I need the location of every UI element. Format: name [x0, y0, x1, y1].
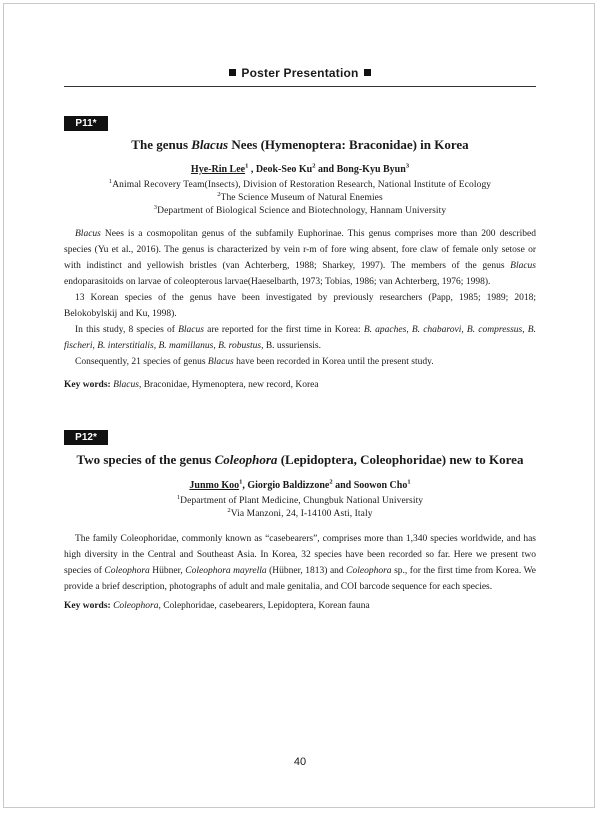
italic-text: Coleophora mayrella [185, 566, 267, 576]
author-separator: , [242, 480, 248, 491]
author-name: Bong-Kyu Byun [336, 164, 406, 175]
abstract-paragraph [64, 354, 536, 370]
abstract [64, 226, 536, 370]
square-bullet-icon [364, 69, 371, 76]
keywords-label: Key words: [64, 380, 111, 390]
italic-text: B. apaches [363, 325, 407, 335]
italic-text: B. fischeri [64, 325, 536, 351]
affiliation-text: Animal Recovery Team(Insects), Division of Restoration Research, National Institute of Ecology [112, 180, 492, 190]
affiliation-line [64, 179, 536, 192]
italic-text: Blacus [178, 325, 204, 335]
affiliation-marker: 2 [217, 190, 221, 198]
keywords [64, 378, 536, 392]
affiliation-line [64, 192, 536, 205]
keywords-text [111, 601, 370, 611]
text-run: , [406, 325, 412, 335]
affiliation-list [64, 495, 536, 521]
text-run: sp., for the first time from Korea. We provide a brief description, photographs of adult and male genitalia, and COI barcode sequence for each species. [64, 566, 536, 592]
keywords-label: Key words: [64, 601, 111, 611]
affiliation-marker: 1 [176, 493, 181, 501]
author-separator: and [332, 480, 354, 491]
text-run: , Colephoridae, casebearers, Lepidoptera, Korean fauna [158, 601, 370, 611]
text-run: (Hübner, 1813) and [266, 566, 347, 576]
affiliation-marker: 1 [407, 478, 411, 486]
italic-text: B. mamillanus [158, 341, 214, 351]
author-separator: , [248, 164, 256, 175]
poster-id-badge: P11* [64, 116, 108, 131]
abstract-paragraph [64, 226, 536, 290]
affiliation-marker: 1 [239, 478, 243, 486]
text-run: endoparasitoids on larvae of coleopterous larvae(Haeselbarth, 1973; Tobias, 1986; van Achterberg, 1976; 1998). [64, 277, 491, 287]
affiliation-marker: 2 [227, 506, 231, 514]
presenting-author: Junmo Koo [189, 480, 240, 491]
abstract-paragraph [64, 322, 536, 354]
italic-text: Blacus [510, 261, 536, 271]
affiliation-text: Via Manzoni, 24, I-14100 Asti, Italy [230, 509, 373, 519]
keywords-text [111, 380, 319, 390]
text-run: Hübner, [149, 566, 186, 576]
page-number: 40 [293, 756, 307, 768]
text-run: , Braconidae, Hymenoptera, new record, Korea [138, 380, 319, 390]
italic-text: B. interstitialis [97, 341, 154, 351]
italic-text: Blacus [75, 229, 101, 239]
affiliation-marker: 1 [245, 162, 249, 170]
italic-text: B. chabarovi [411, 325, 462, 335]
italic-text: Coleophora [113, 601, 159, 611]
affiliation-marker: 2 [329, 478, 333, 486]
italic-text: Blacus [113, 380, 139, 390]
text-run: have been recorded in Korea until the present study. [233, 357, 434, 367]
affiliation-marker: 1 [108, 177, 113, 185]
header-divider [64, 86, 536, 87]
author-name: Giorgio Baldizzone [247, 480, 330, 491]
affiliation-marker: 2 [312, 162, 316, 170]
text-run: , [522, 325, 528, 335]
author-name: Soowon Cho [353, 480, 408, 491]
affiliation-text: The Science Museum of Natural Enemies [220, 193, 383, 203]
poster-id-badge: P12* [64, 430, 108, 445]
italic-text: B. compressus [466, 325, 523, 335]
text-run: Consequently, 21 species of genus [75, 357, 208, 367]
square-bullet-icon [229, 69, 236, 76]
text-run: Nees is a cosmopolitan genus of the subfamily Euphorinae. This genus comprises more than 200 described species (Yu et al., 2016). The genus is characterized by vein r-m of fore wing absent, fore claw of female only setose or with indistinct and yellowish bristles (van Achterberg, 1988; Sharkey, 1997). The members of the genus [64, 229, 536, 271]
keywords [64, 599, 536, 613]
poster-title: Two species of the genus Coleophora (Lepidoptera, Coleophoridae) new to Korea [76, 452, 524, 467]
affiliation-marker: 3 [405, 162, 410, 170]
page-header [64, 66, 536, 80]
author-list [64, 480, 536, 491]
text-run: are reported for the first time in Korea: [203, 325, 364, 335]
author-list [64, 164, 536, 175]
author-separator: and [315, 164, 337, 175]
affiliation-line [64, 205, 536, 218]
text-run: , [461, 325, 467, 335]
author-name: Deok-Seo Ku [255, 164, 313, 175]
text-run: The family Coleophoridae, commonly known as “casebearers”, comprises more than 1,340 species worldwide, and has high diversity in the Central and Southeast Asia. In Korea, 32 species have been recorded so far. Here we present two species of [64, 534, 536, 576]
abstract-paragraph [64, 290, 536, 322]
text-run: 13 Korean species of the genus have been investigated by previously researchers (Papp, 1985; 1989; 2018; Belokobylskij and Ku, 1998). [64, 293, 536, 319]
affiliation-marker: 3 [153, 203, 158, 211]
text-run: , [213, 341, 219, 351]
text-run: , B. ussuriensis. [261, 341, 321, 351]
text-run: , [153, 341, 159, 351]
italic-text: Blacus [207, 357, 234, 367]
affiliation-list [64, 179, 536, 218]
affiliation-line [64, 508, 536, 521]
text-run: In this study, 8 species of [75, 325, 179, 335]
text-run: , [92, 341, 98, 351]
header-title: Poster Presentation [241, 66, 359, 80]
presenting-author: Hye-Rin Lee [190, 164, 246, 175]
italic-text: B. robustus [218, 341, 262, 351]
affiliation-line [64, 495, 536, 508]
poster-title: The genus Blacus Nees (Hymenoptera: Braconidae) in Korea [131, 137, 469, 152]
italic-text: Coleophora [346, 566, 392, 576]
affiliation-text: Department of Biological Science and Biotechnology, Hannam University [157, 206, 447, 216]
abstract-paragraph [64, 531, 536, 595]
affiliation-text: Department of Plant Medicine, Chungbuk National University [180, 496, 424, 506]
abstract [64, 531, 536, 595]
italic-text: Coleophora [104, 566, 150, 576]
